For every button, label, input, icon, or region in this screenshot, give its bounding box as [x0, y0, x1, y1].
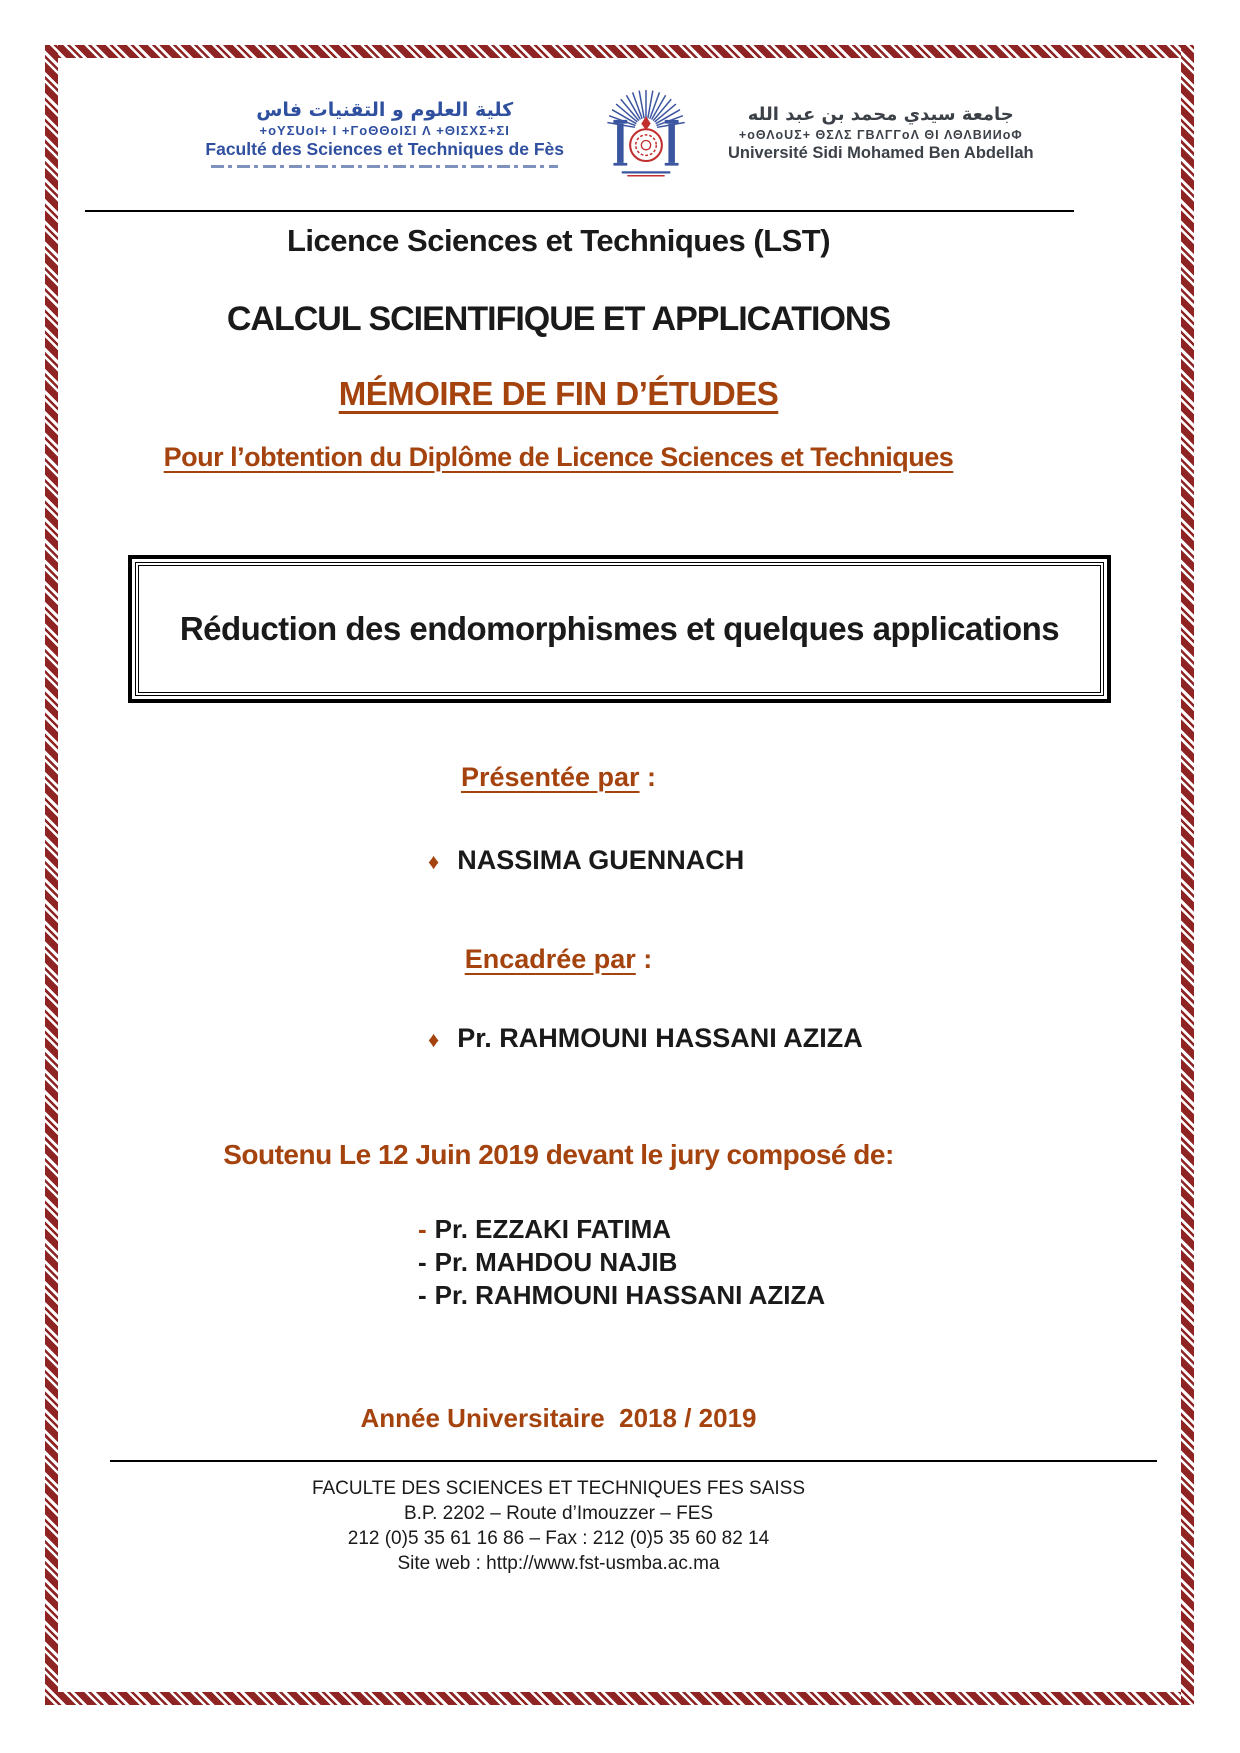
- presented-by-colon: :: [639, 762, 657, 792]
- thesis-title-box-inner: [135, 562, 1104, 696]
- university-name-tifinagh: +oΘΛoUΣ+ ΘΣΛΣ ΓBΛΓΓoΛ ΘI ΛΘΛBИИoΦ: [738, 127, 1023, 142]
- presented-by-heading: [58, 759, 1059, 795]
- jury-dash: -: [418, 1247, 427, 1277]
- header-divider-line: [85, 210, 1074, 212]
- supervisor-name: Pr. RAHMOUNI HASSANI AZIZA: [457, 1023, 863, 1053]
- striped-border-bottom: [45, 1692, 1194, 1705]
- jury-member-name: Pr. EZZAKI FATIMA: [434, 1214, 672, 1244]
- footer-phone-fax: 212 (0)5 35 61 16 86 – Fax : 212 (0)5 35 60 82 14: [347, 1528, 770, 1549]
- university-name-french: Université Sidi Mohamed Ben Abdellah: [727, 143, 1034, 162]
- presented-by-item: [58, 843, 1059, 879]
- jury-member-name: Pr. RAHMOUNI HASSANI AZIZA: [434, 1280, 826, 1310]
- faculty-block: [205, 99, 564, 168]
- title-column: [58, 222, 1181, 473]
- faculty-name-french: Faculté des Sciences et Techniques de Fès: [205, 138, 564, 159]
- student-name: NASSIMA GUENNACH: [457, 845, 745, 875]
- jury-list: [58, 1213, 1059, 1312]
- page-content: [58, 58, 1181, 1692]
- supervised-by-colon: :: [635, 944, 653, 974]
- jury-member-row: [418, 1246, 1059, 1279]
- diamond-bullet-icon: ♦: [428, 1027, 440, 1052]
- supervised-by-heading: [58, 941, 1059, 977]
- university-block: [728, 104, 1034, 163]
- faculty-dashed-underline: [211, 165, 558, 168]
- defense-line: Soutenu Le 12 Juin 2019 devant le jury composé de:: [223, 1139, 894, 1170]
- thesis-title-box: [128, 555, 1111, 703]
- university-name-arabic: جامعة سيدي محمد بن عبد الله: [747, 103, 1014, 125]
- supervised-by-label: Encadrée par: [464, 944, 636, 974]
- footer-faculty-name: FACULTE DES SCIENCES ET TECHNIQUES FES SAISS: [311, 1478, 806, 1499]
- jury-member-row: [418, 1213, 1059, 1246]
- jury-dash: -: [418, 1214, 427, 1244]
- diamond-bullet-icon: ♦: [428, 849, 440, 874]
- specialty-title: CALCUL SCIENTIFIQUE ET APPLICATIONS: [226, 300, 891, 338]
- jury-member-row: [418, 1279, 1059, 1312]
- faculty-name-arabic: كلية العلوم و التقنيات فاس: [256, 98, 514, 121]
- footer-address: B.P. 2202 – Route d’Imouzzer – FES: [403, 1503, 714, 1524]
- jury-dash: -: [418, 1280, 427, 1310]
- jury-member-name: Pr. MAHDOU NAJIB: [434, 1247, 678, 1277]
- striped-border-left: [45, 45, 58, 1705]
- people-column: [58, 759, 1181, 1434]
- institution-header: [58, 84, 1181, 182]
- striped-border-right: [1181, 45, 1194, 1705]
- footer-website: Site web : http://www.fst-usmba.ac.ma: [397, 1553, 720, 1574]
- purpose-line: Pour l’obtention du Diplôme de Licence Sciences et Techniques: [163, 442, 954, 472]
- footer-divider-line: [110, 1460, 1157, 1462]
- supervised-by-item: [58, 1021, 1059, 1057]
- footer-block: [58, 1476, 1181, 1576]
- thesis-title: Réduction des endomorphismes et quelques applications: [179, 610, 1060, 647]
- striped-border-top: [45, 45, 1194, 58]
- program-title: Licence Sciences et Techniques (LST): [286, 223, 831, 258]
- presented-by-label: Présentée par: [460, 762, 640, 792]
- document-type-title: MÉMOIRE DE FIN D’ÉTUDES: [338, 375, 779, 412]
- university-logo-icon: [590, 84, 702, 182]
- faculty-name-tifinagh: +oYΣUoI+ I +ΓoΘΘoIΣI Λ +ΘIΣXΣ+ΣI: [259, 122, 510, 138]
- academic-year-line: Année Universitaire 2018 / 2019: [360, 1403, 757, 1433]
